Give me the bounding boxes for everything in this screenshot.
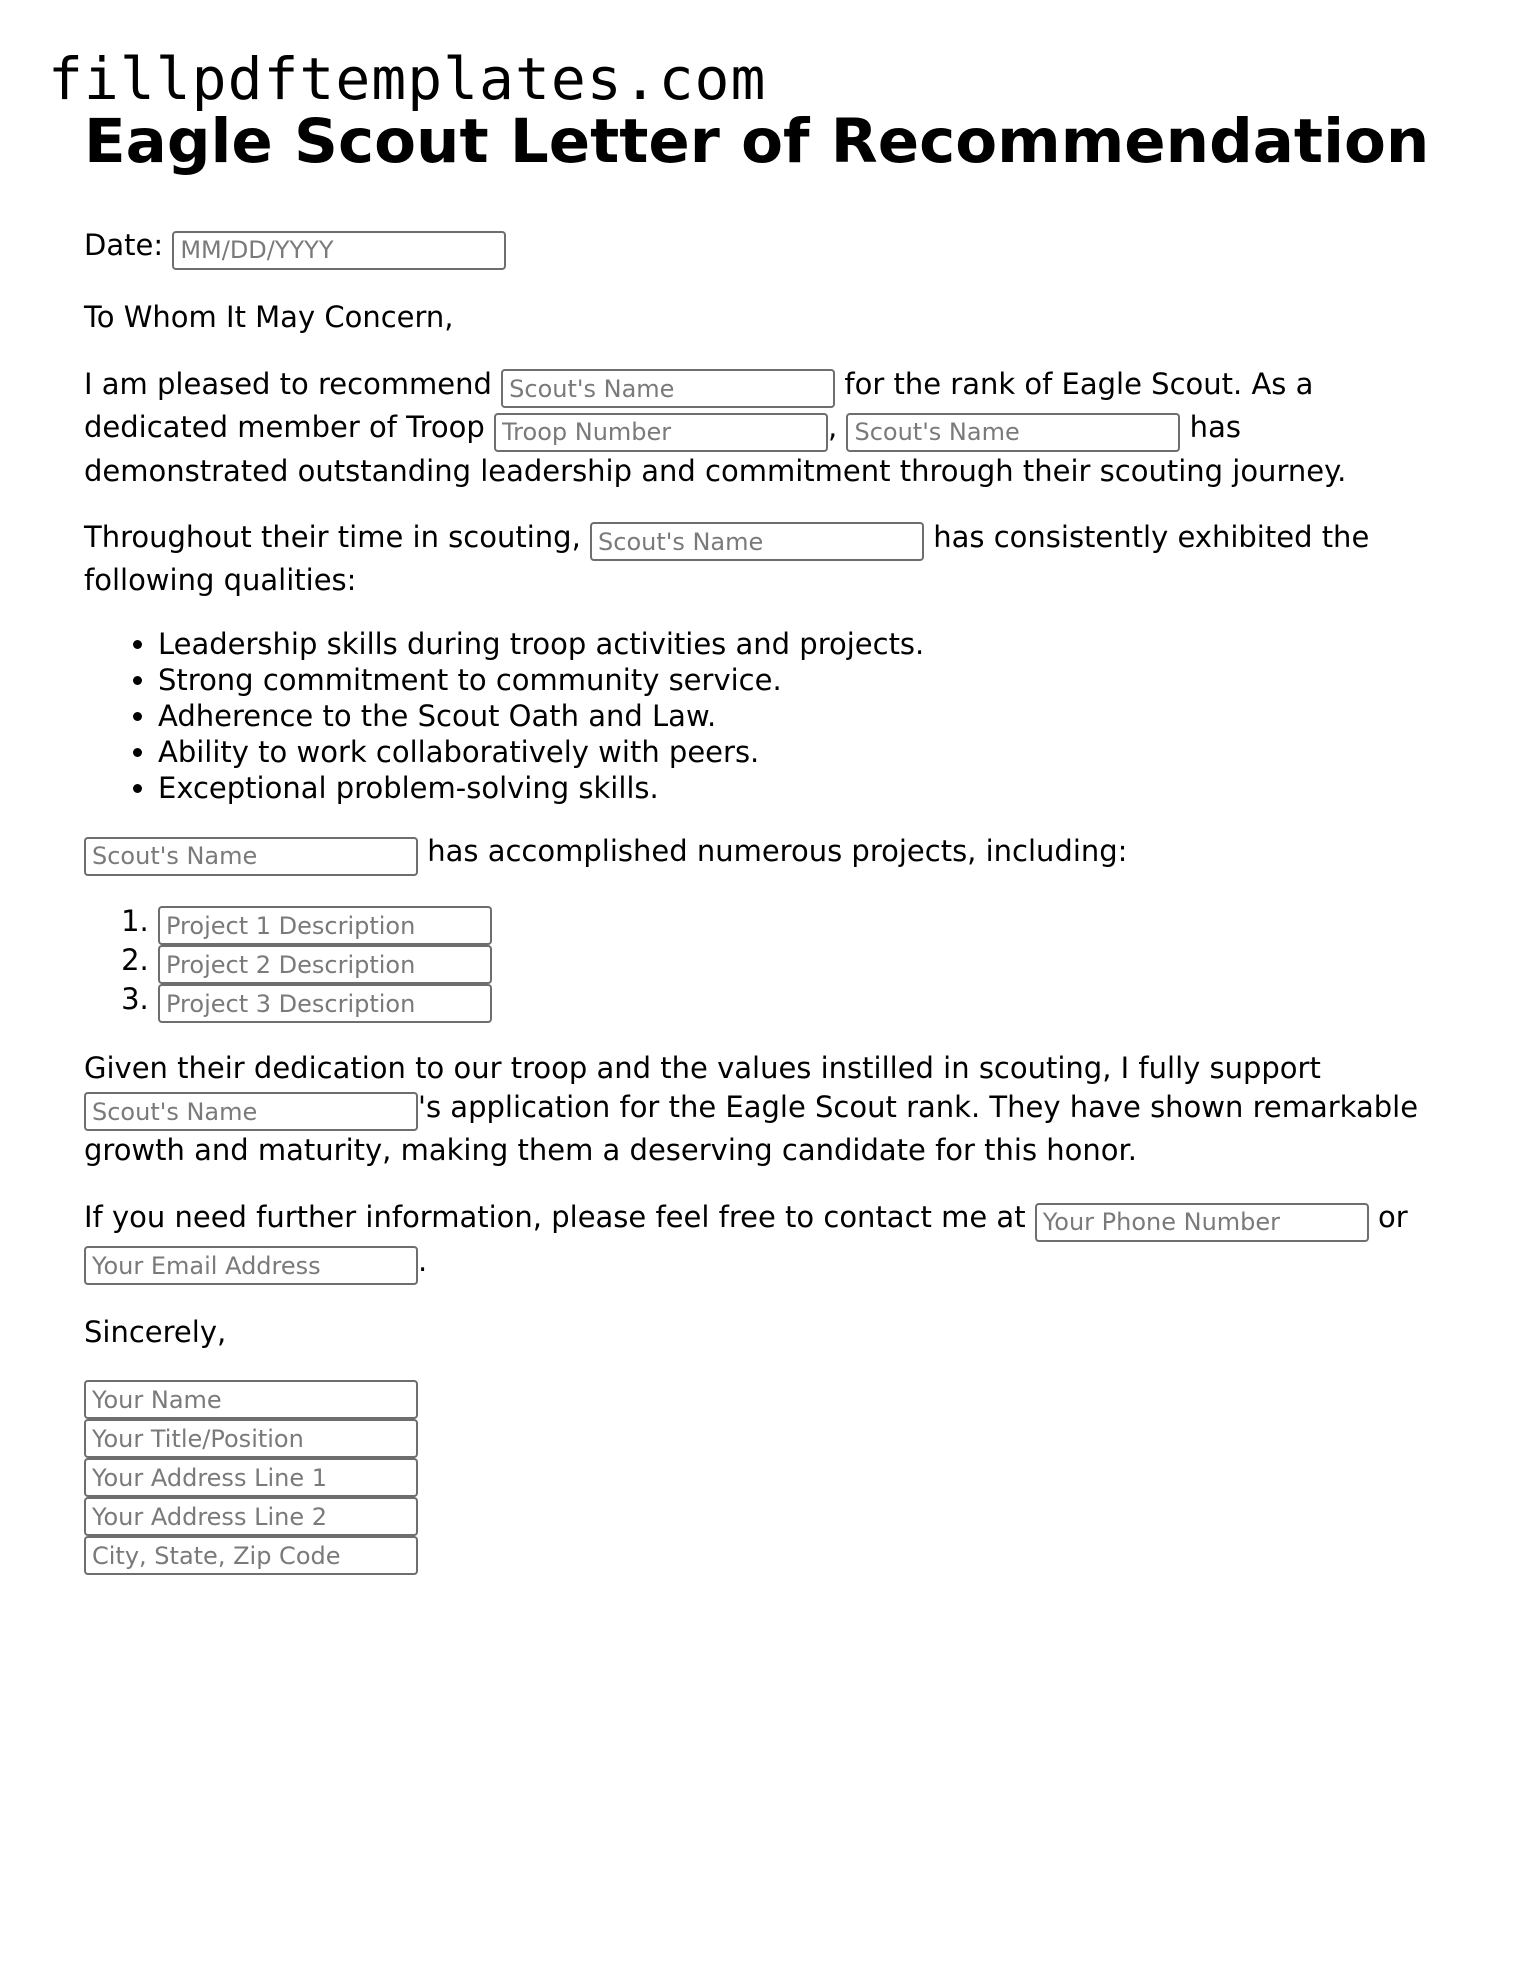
- letter-document: [84, 100, 1444, 1575]
- list-item: [158, 902, 1444, 941]
- your-title-input[interactable]: [84, 1419, 418, 1458]
- project-2-input[interactable]: [158, 945, 492, 984]
- list-item: • Strong commitment to community service.: [158, 662, 1444, 698]
- project-3-input[interactable]: [158, 984, 492, 1023]
- scout-name-input[interactable]: [590, 522, 924, 561]
- para2-text-b: has consistently exhibited the following qualities:: [84, 519, 1370, 597]
- scout-name-input[interactable]: [84, 837, 418, 876]
- para4-text-b: 's application for the Eagle Scout rank. They have shown remarkable growth and maturity, making them a deserving candidate for this honor.: [84, 1089, 1419, 1167]
- date-line: [84, 226, 1444, 270]
- para5-text-b: or: [1368, 1200, 1408, 1234]
- your-name-input[interactable]: [84, 1380, 418, 1419]
- email-input[interactable]: [84, 1246, 418, 1285]
- list-item: • Exceptional problem-solving skills.: [158, 770, 1444, 806]
- recommendation-paragraph: [84, 365, 1444, 491]
- para3-text-a: has accomplished numerous projects, including:: [418, 834, 1128, 868]
- para1-text-b: for the rank of Eagle Scout. As a dedicated member of Troop: [84, 366, 1314, 444]
- scout-name-input[interactable]: [84, 1092, 418, 1131]
- para5-text-a: If you need further information, please feel free to contact me at: [84, 1200, 1035, 1234]
- phone-input[interactable]: [1035, 1203, 1369, 1242]
- list-item: • Adherence to the Scout Oath and Law.: [158, 698, 1444, 734]
- scout-name-input[interactable]: [501, 369, 835, 408]
- greeting: To Whom It May Concern,: [84, 299, 454, 334]
- date-input[interactable]: [172, 231, 506, 270]
- para4-text-a: Given their dedication to our troop and the values instilled in scouting, I fully support: [84, 1050, 1321, 1085]
- para1-text-c: ,: [828, 410, 847, 444]
- qualities-list: [84, 626, 1444, 806]
- list-item: [158, 941, 1444, 980]
- scout-name-input[interactable]: [846, 413, 1180, 452]
- qualities-intro-paragraph: [84, 518, 1444, 601]
- list-item: [158, 980, 1444, 1019]
- address-line-1-input[interactable]: [84, 1458, 418, 1497]
- projects-list: [84, 902, 1444, 1019]
- troop-number-input[interactable]: [494, 413, 828, 452]
- signature-block: [84, 1380, 1444, 1575]
- support-paragraph: [84, 1049, 1444, 1171]
- para1-text-d: has demonstrated outstanding leadership and commitment through their scouting journey.: [84, 410, 1347, 488]
- para5-text-c: .: [418, 1243, 428, 1278]
- list-item: • Ability to work collaboratively with peers.: [158, 734, 1444, 770]
- para2-text-a: Throughout their time in scouting,: [84, 519, 591, 554]
- city-state-zip-input[interactable]: [84, 1536, 418, 1575]
- site-watermark: fillpdftemplates.com: [48, 45, 767, 113]
- closing: Sincerely,: [84, 1315, 227, 1349]
- list-item: • Leadership skills during troop activities and projects.: [158, 626, 1444, 662]
- address-line-2-input[interactable]: [84, 1497, 418, 1536]
- date-label: Date:: [84, 228, 164, 262]
- para1-text-a: I am pleased to recommend: [84, 366, 502, 401]
- contact-paragraph: [84, 1198, 1444, 1285]
- page-title: Eagle Scout Letter of Recommendation: [84, 106, 1430, 177]
- project-1-input[interactable]: [158, 906, 492, 945]
- projects-intro-paragraph: [84, 832, 1444, 876]
